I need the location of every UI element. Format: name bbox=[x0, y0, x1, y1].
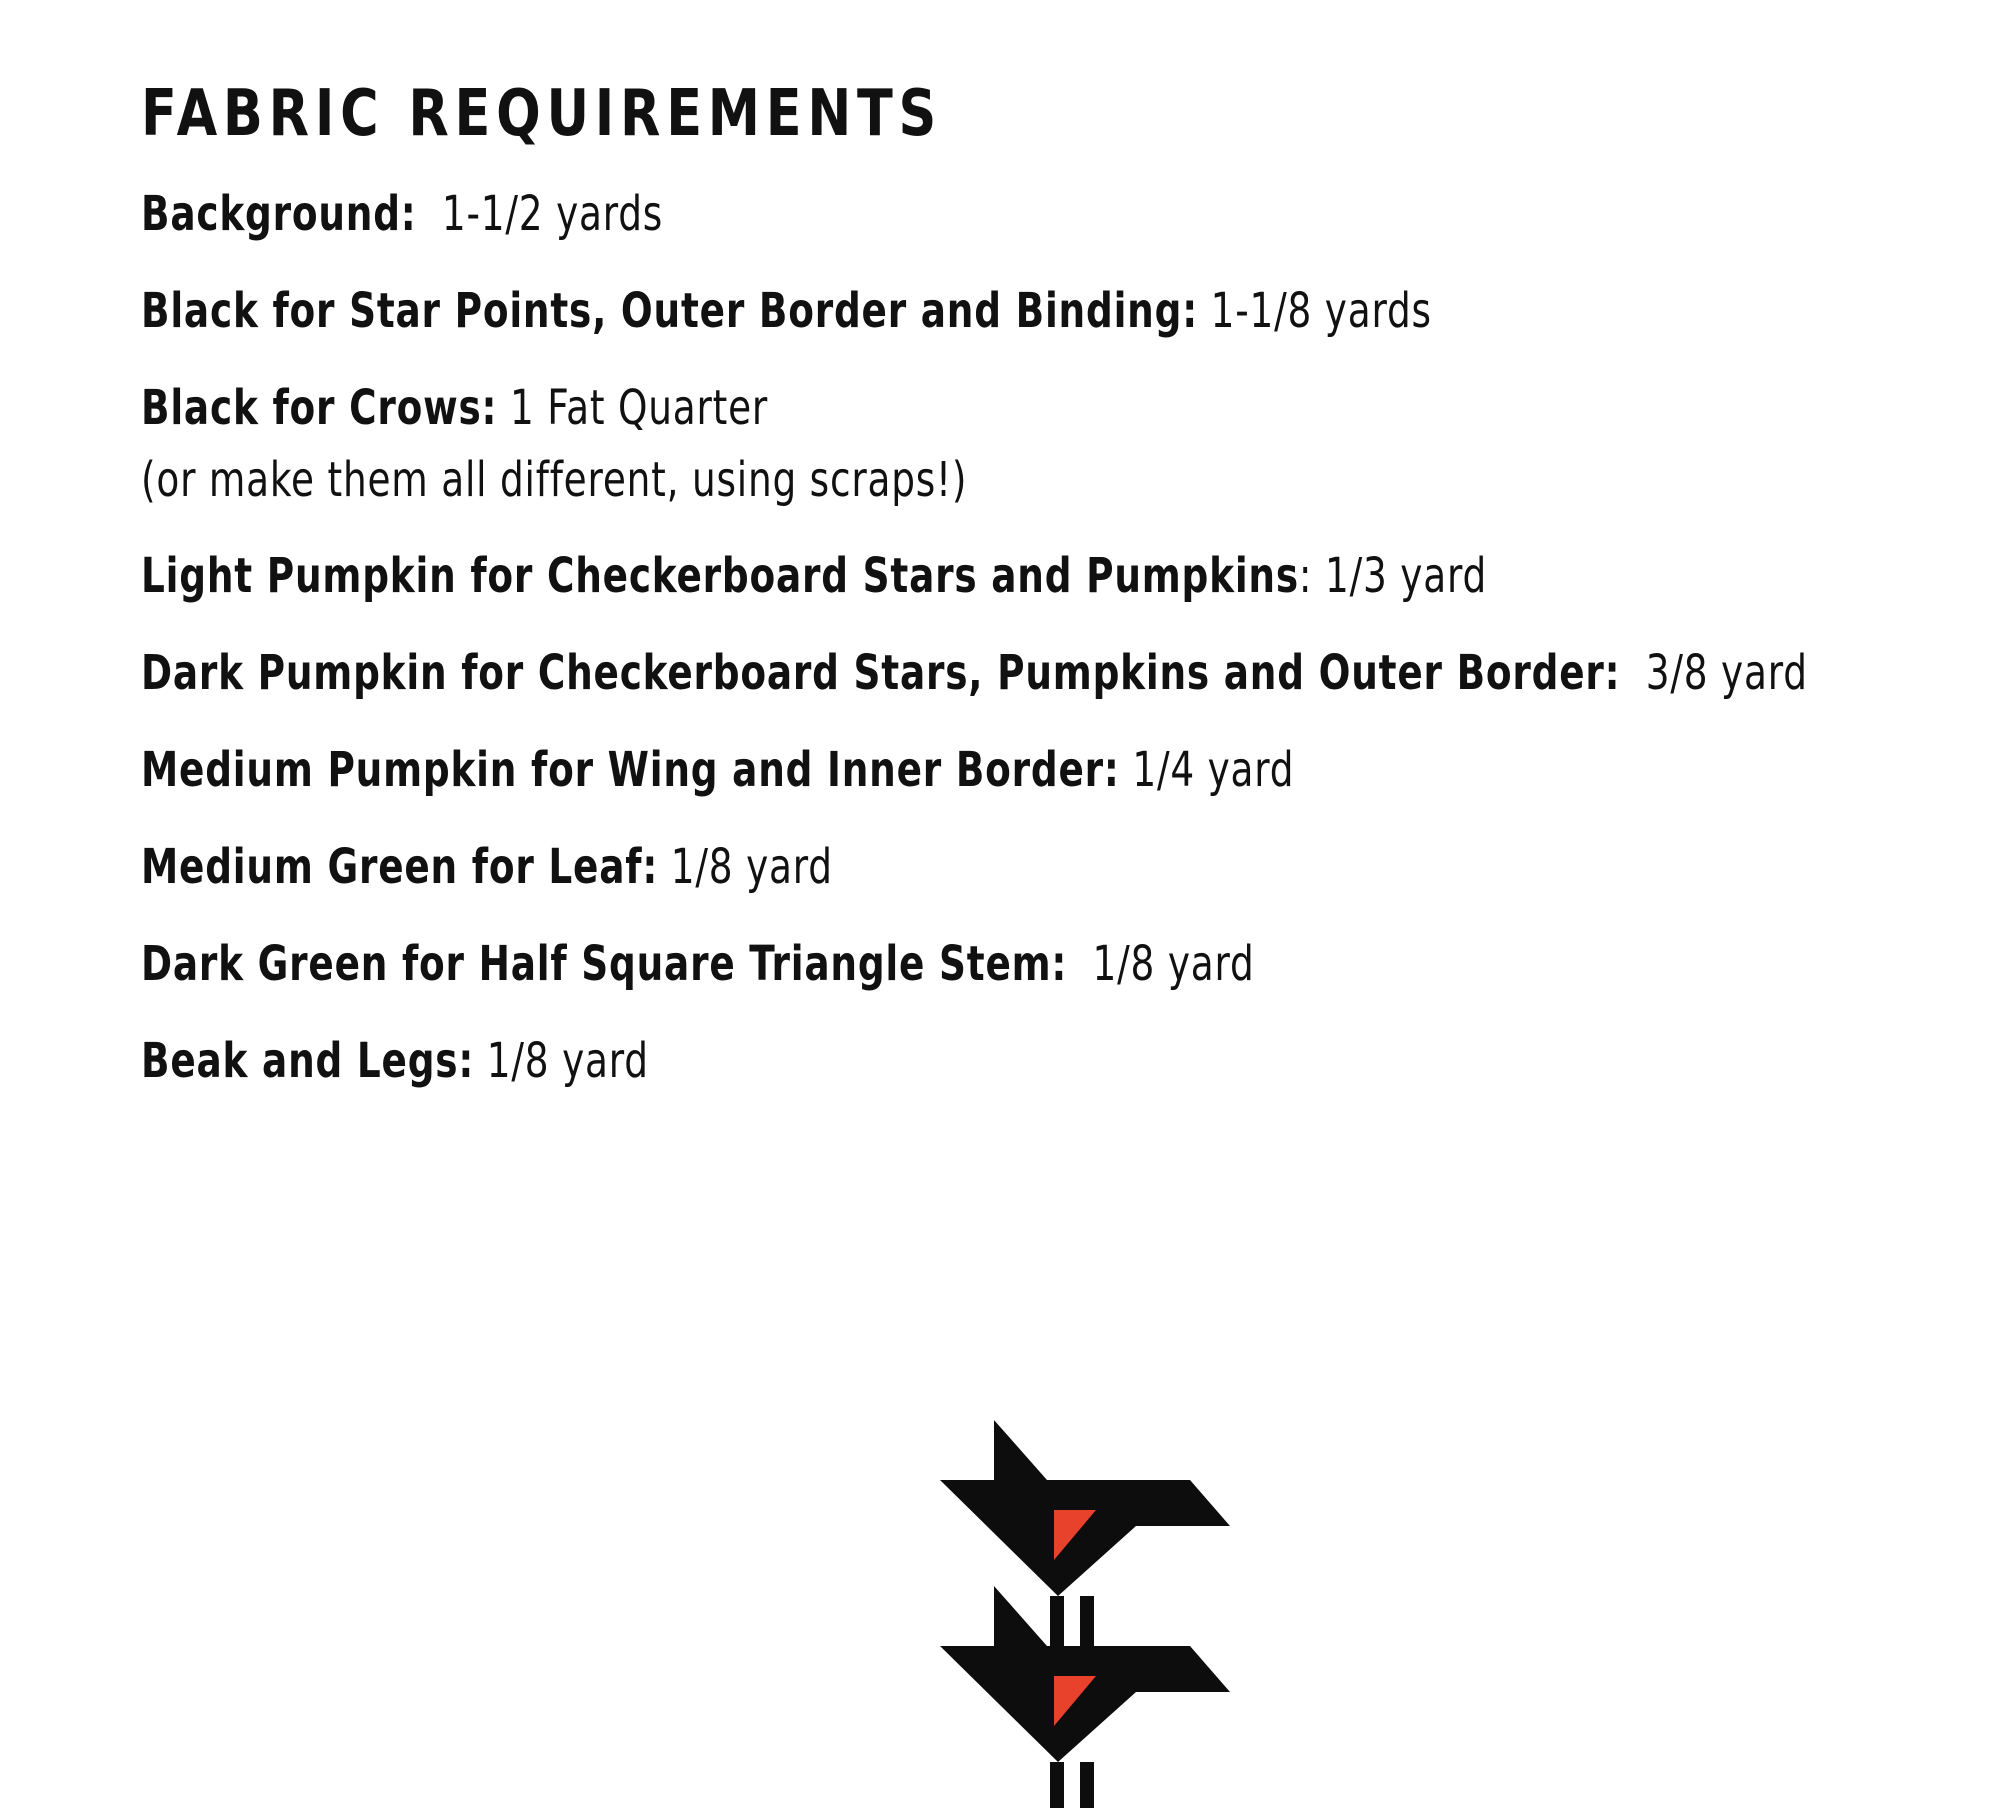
crow-leg bbox=[1080, 1762, 1094, 1808]
crow-icon bbox=[940, 1420, 1230, 1654]
requirement-light-pumpkin bbox=[141, 546, 1487, 606]
requirement-label: Black for Crows: bbox=[141, 380, 498, 436]
requirement-label: Background: bbox=[141, 186, 417, 242]
requirement-amount: 1-1/8 yards bbox=[1210, 283, 1432, 339]
requirement-amount: : 1/3 yard bbox=[1298, 548, 1488, 604]
requirement-amount: 1 Fat Quarter bbox=[509, 380, 769, 436]
crow-leg bbox=[1080, 1596, 1094, 1654]
requirement-label: Medium Pumpkin for Wing and Inner Border: bbox=[141, 742, 1120, 798]
crow-leg bbox=[1050, 1596, 1064, 1654]
page-title: FABRIC REQUIREMENTS bbox=[141, 77, 943, 151]
requirement-label: Dark Green for Half Square Triangle Stem: bbox=[141, 936, 1068, 992]
requirement-label: Medium Green for Leaf: bbox=[141, 839, 659, 895]
requirement-dark-pumpkin bbox=[141, 643, 1808, 703]
requirement-label: Black for Star Points, Outer Border and Binding: bbox=[141, 283, 1198, 339]
crow-body bbox=[940, 1646, 1230, 1762]
requirement-beak-legs bbox=[141, 1031, 649, 1091]
crow-leg bbox=[1050, 1762, 1064, 1808]
requirement-amount: 1/4 yard bbox=[1132, 742, 1295, 798]
requirement-amount: 1-1/2 yards bbox=[441, 186, 664, 242]
requirement-background bbox=[141, 184, 663, 244]
crow-head bbox=[994, 1420, 1047, 1480]
requirement-note-text: (or make them all different, using scraps!) bbox=[141, 452, 968, 508]
crow-body bbox=[940, 1480, 1230, 1596]
requirement-dark-green bbox=[141, 934, 1255, 994]
requirement-label: Beak and Legs: bbox=[141, 1033, 475, 1089]
requirement-medium-pumpkin bbox=[141, 740, 1294, 800]
requirement-black-crows bbox=[141, 378, 768, 438]
requirement-amount: 1/8 yard bbox=[486, 1033, 649, 1089]
requirement-black-star-points bbox=[141, 281, 1432, 341]
requirement-medium-green bbox=[141, 837, 833, 897]
requirement-amount: 3/8 yard bbox=[1645, 645, 1808, 701]
crow-head bbox=[994, 1586, 1047, 1646]
crow-illustration bbox=[930, 1420, 1230, 1808]
requirement-amount: 1/8 yard bbox=[1092, 936, 1255, 992]
requirement-note bbox=[141, 450, 967, 510]
requirement-label: Dark Pumpkin for Checkerboard Stars, Pumpkins and Outer Border: bbox=[141, 645, 1621, 701]
requirement-amount: 1/8 yard bbox=[670, 839, 833, 895]
requirement-label: Light Pumpkin for Checkerboard Stars and Pumpkins bbox=[141, 548, 1299, 604]
